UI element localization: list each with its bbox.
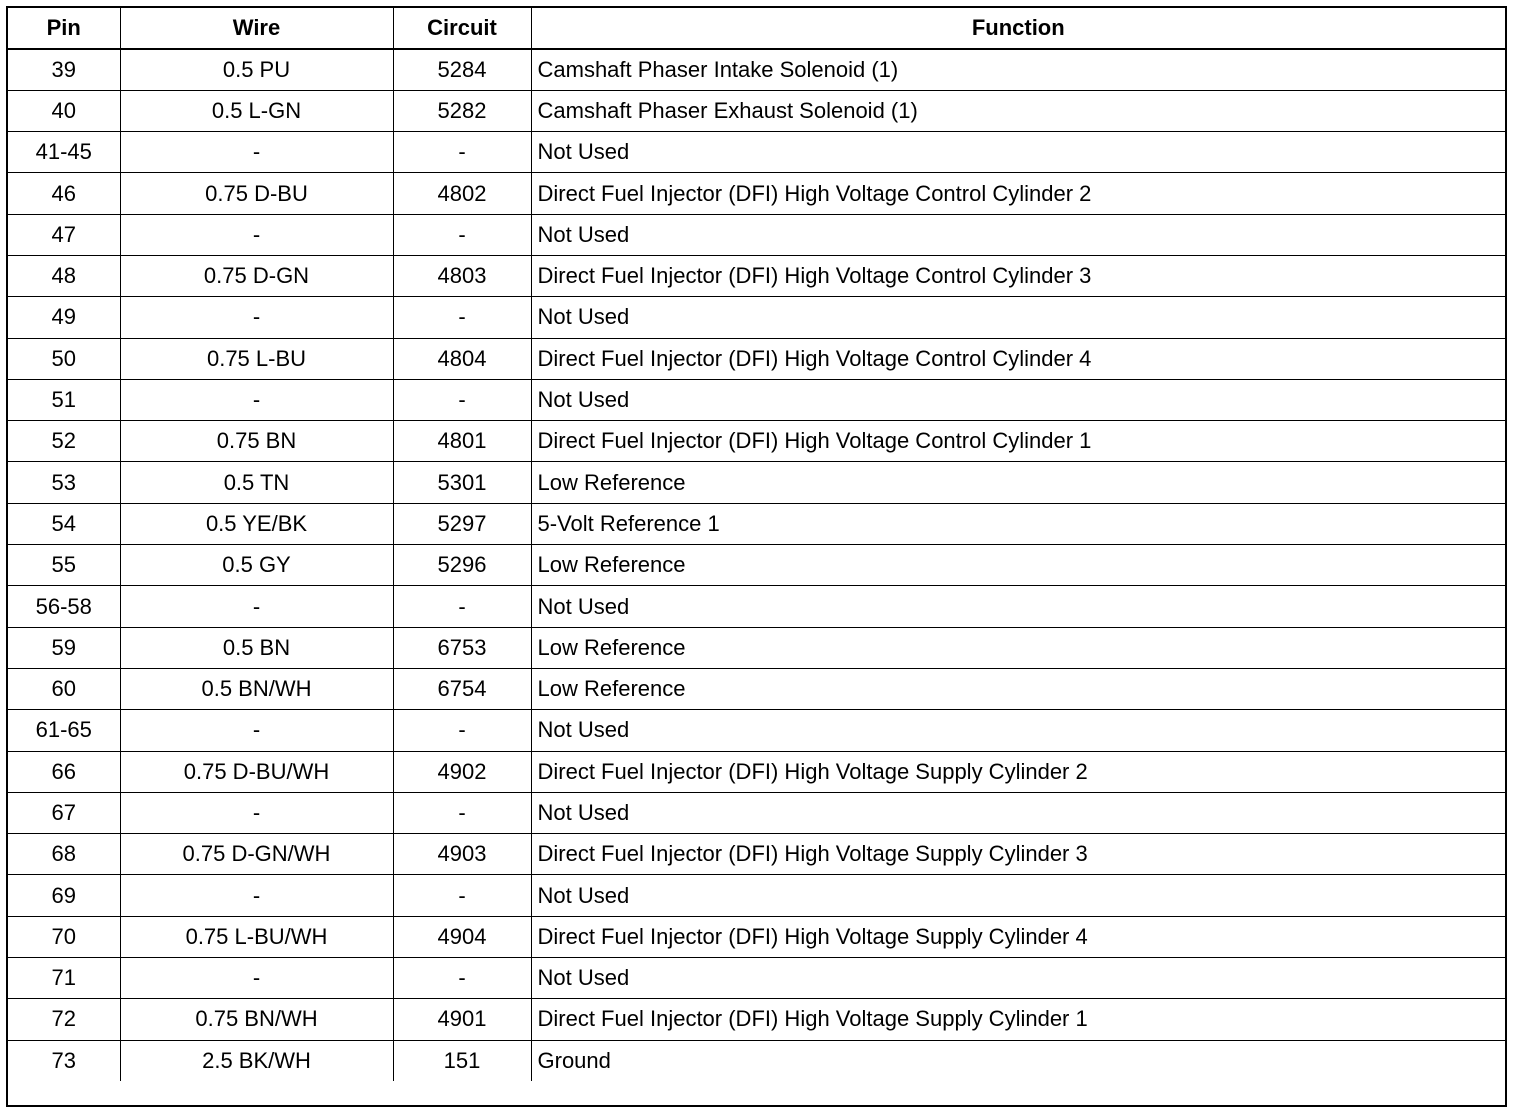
cell-pin: 61-65: [8, 710, 120, 751]
table-row: [8, 999, 1505, 1040]
cell-wire: 0.75 D-BU/WH: [120, 751, 393, 792]
cell-circuit: -: [393, 710, 531, 751]
table-body: [8, 49, 1505, 1081]
cell-function: Not Used: [531, 792, 1505, 833]
header-row: [8, 8, 1505, 49]
cell-function: Direct Fuel Injector (DFI) High Voltage Supply Cylinder 2: [531, 751, 1505, 792]
cell-pin: 47: [8, 214, 120, 255]
cell-wire: 0.75 BN/WH: [120, 999, 393, 1040]
cell-pin: 59: [8, 627, 120, 668]
cell-function: Direct Fuel Injector (DFI) High Voltage Supply Cylinder 3: [531, 834, 1505, 875]
cell-pin: 56-58: [8, 586, 120, 627]
table-row: [8, 503, 1505, 544]
cell-function: Low Reference: [531, 545, 1505, 586]
cell-pin: 69: [8, 875, 120, 916]
cell-function: Low Reference: [531, 462, 1505, 503]
table-row: [8, 875, 1505, 916]
table-row: [8, 545, 1505, 586]
cell-function: Not Used: [531, 958, 1505, 999]
table-row: [8, 627, 1505, 668]
table-row: [8, 834, 1505, 875]
table-header: [8, 8, 1505, 49]
header-circuit: Circuit: [393, 8, 531, 49]
cell-function: Direct Fuel Injector (DFI) High Voltage Supply Cylinder 4: [531, 916, 1505, 957]
cell-pin: 40: [8, 90, 120, 131]
cell-function: Direct Fuel Injector (DFI) High Voltage Control Cylinder 2: [531, 173, 1505, 214]
cell-wire: 0.5 PU: [120, 49, 393, 90]
table-row: [8, 462, 1505, 503]
cell-wire: -: [120, 297, 393, 338]
cell-circuit: 5282: [393, 90, 531, 131]
cell-function: Not Used: [531, 379, 1505, 420]
cell-function: 5-Volt Reference 1: [531, 503, 1505, 544]
cell-wire: -: [120, 586, 393, 627]
table-row: [8, 1040, 1505, 1081]
cell-function: Direct Fuel Injector (DFI) High Voltage Control Cylinder 1: [531, 421, 1505, 462]
cell-function: Low Reference: [531, 668, 1505, 709]
cell-pin: 72: [8, 999, 120, 1040]
cell-circuit: 5297: [393, 503, 531, 544]
cell-pin: 41-45: [8, 132, 120, 173]
cell-pin: 67: [8, 792, 120, 833]
table-row: [8, 916, 1505, 957]
cell-circuit: 4802: [393, 173, 531, 214]
cell-wire: -: [120, 132, 393, 173]
cell-pin: 39: [8, 49, 120, 90]
connector-pinout-table: [8, 8, 1505, 1081]
cell-circuit: 151: [393, 1040, 531, 1081]
table-row: [8, 586, 1505, 627]
cell-wire: -: [120, 710, 393, 751]
cell-circuit: 5301: [393, 462, 531, 503]
cell-function: Camshaft Phaser Exhaust Solenoid (1): [531, 90, 1505, 131]
cell-circuit: -: [393, 958, 531, 999]
cell-function: Not Used: [531, 132, 1505, 173]
cell-pin: 55: [8, 545, 120, 586]
cell-circuit: 4902: [393, 751, 531, 792]
table-row: [8, 90, 1505, 131]
cell-pin: 70: [8, 916, 120, 957]
cell-pin: 52: [8, 421, 120, 462]
table-row: [8, 421, 1505, 462]
cell-pin: 53: [8, 462, 120, 503]
cell-pin: 50: [8, 338, 120, 379]
cell-function: Ground: [531, 1040, 1505, 1081]
cell-wire: 0.5 L-GN: [120, 90, 393, 131]
cell-wire: 2.5 BK/WH: [120, 1040, 393, 1081]
table-row: [8, 792, 1505, 833]
cell-circuit: 5284: [393, 49, 531, 90]
table-row: [8, 49, 1505, 90]
cell-circuit: 4803: [393, 255, 531, 296]
table-row: [8, 710, 1505, 751]
cell-pin: 51: [8, 379, 120, 420]
cell-wire: 0.5 TN: [120, 462, 393, 503]
cell-function: Not Used: [531, 297, 1505, 338]
table-row: [8, 255, 1505, 296]
cell-wire: 0.5 BN: [120, 627, 393, 668]
header-function: Function: [531, 8, 1505, 49]
cell-circuit: -: [393, 379, 531, 420]
cell-function: Direct Fuel Injector (DFI) High Voltage Control Cylinder 3: [531, 255, 1505, 296]
cell-wire: 0.5 GY: [120, 545, 393, 586]
table-row: [8, 338, 1505, 379]
cell-circuit: -: [393, 792, 531, 833]
cell-wire: 0.75 BN: [120, 421, 393, 462]
cell-function: Low Reference: [531, 627, 1505, 668]
cell-circuit: 4904: [393, 916, 531, 957]
cell-wire: 0.5 YE/BK: [120, 503, 393, 544]
cell-wire: -: [120, 379, 393, 420]
header-wire: Wire: [120, 8, 393, 49]
cell-circuit: 5296: [393, 545, 531, 586]
cell-function: Direct Fuel Injector (DFI) High Voltage Supply Cylinder 1: [531, 999, 1505, 1040]
cell-pin: 71: [8, 958, 120, 999]
cell-circuit: -: [393, 875, 531, 916]
cell-circuit: 6753: [393, 627, 531, 668]
table-row: [8, 379, 1505, 420]
cell-circuit: -: [393, 214, 531, 255]
cell-pin: 46: [8, 173, 120, 214]
table-row: [8, 132, 1505, 173]
table-row: [8, 173, 1505, 214]
table-row: [8, 958, 1505, 999]
cell-function: Not Used: [531, 586, 1505, 627]
connector-pinout-table-frame: [6, 6, 1507, 1107]
cell-function: Not Used: [531, 875, 1505, 916]
table-row: [8, 751, 1505, 792]
cell-wire: 0.75 D-GN: [120, 255, 393, 296]
cell-wire: 0.75 L-BU: [120, 338, 393, 379]
cell-wire: -: [120, 875, 393, 916]
cell-wire: -: [120, 214, 393, 255]
cell-circuit: -: [393, 297, 531, 338]
cell-pin: 68: [8, 834, 120, 875]
cell-wire: 0.75 L-BU/WH: [120, 916, 393, 957]
cell-function: Not Used: [531, 214, 1505, 255]
cell-circuit: 4801: [393, 421, 531, 462]
cell-circuit: -: [393, 132, 531, 173]
cell-wire: -: [120, 792, 393, 833]
cell-circuit: 4903: [393, 834, 531, 875]
cell-wire: -: [120, 958, 393, 999]
cell-pin: 73: [8, 1040, 120, 1081]
cell-circuit: 6754: [393, 668, 531, 709]
table-row: [8, 668, 1505, 709]
table-row: [8, 214, 1505, 255]
header-pin: Pin: [8, 8, 120, 49]
cell-pin: 54: [8, 503, 120, 544]
cell-pin: 66: [8, 751, 120, 792]
cell-circuit: 4804: [393, 338, 531, 379]
cell-wire: 0.75 D-BU: [120, 173, 393, 214]
cell-pin: 48: [8, 255, 120, 296]
cell-function: Direct Fuel Injector (DFI) High Voltage Control Cylinder 4: [531, 338, 1505, 379]
cell-wire: 0.5 BN/WH: [120, 668, 393, 709]
cell-pin: 60: [8, 668, 120, 709]
cell-function: Not Used: [531, 710, 1505, 751]
cell-function: Camshaft Phaser Intake Solenoid (1): [531, 49, 1505, 90]
table-row: [8, 297, 1505, 338]
cell-wire: 0.75 D-GN/WH: [120, 834, 393, 875]
cell-pin: 49: [8, 297, 120, 338]
cell-circuit: 4901: [393, 999, 531, 1040]
cell-circuit: -: [393, 586, 531, 627]
